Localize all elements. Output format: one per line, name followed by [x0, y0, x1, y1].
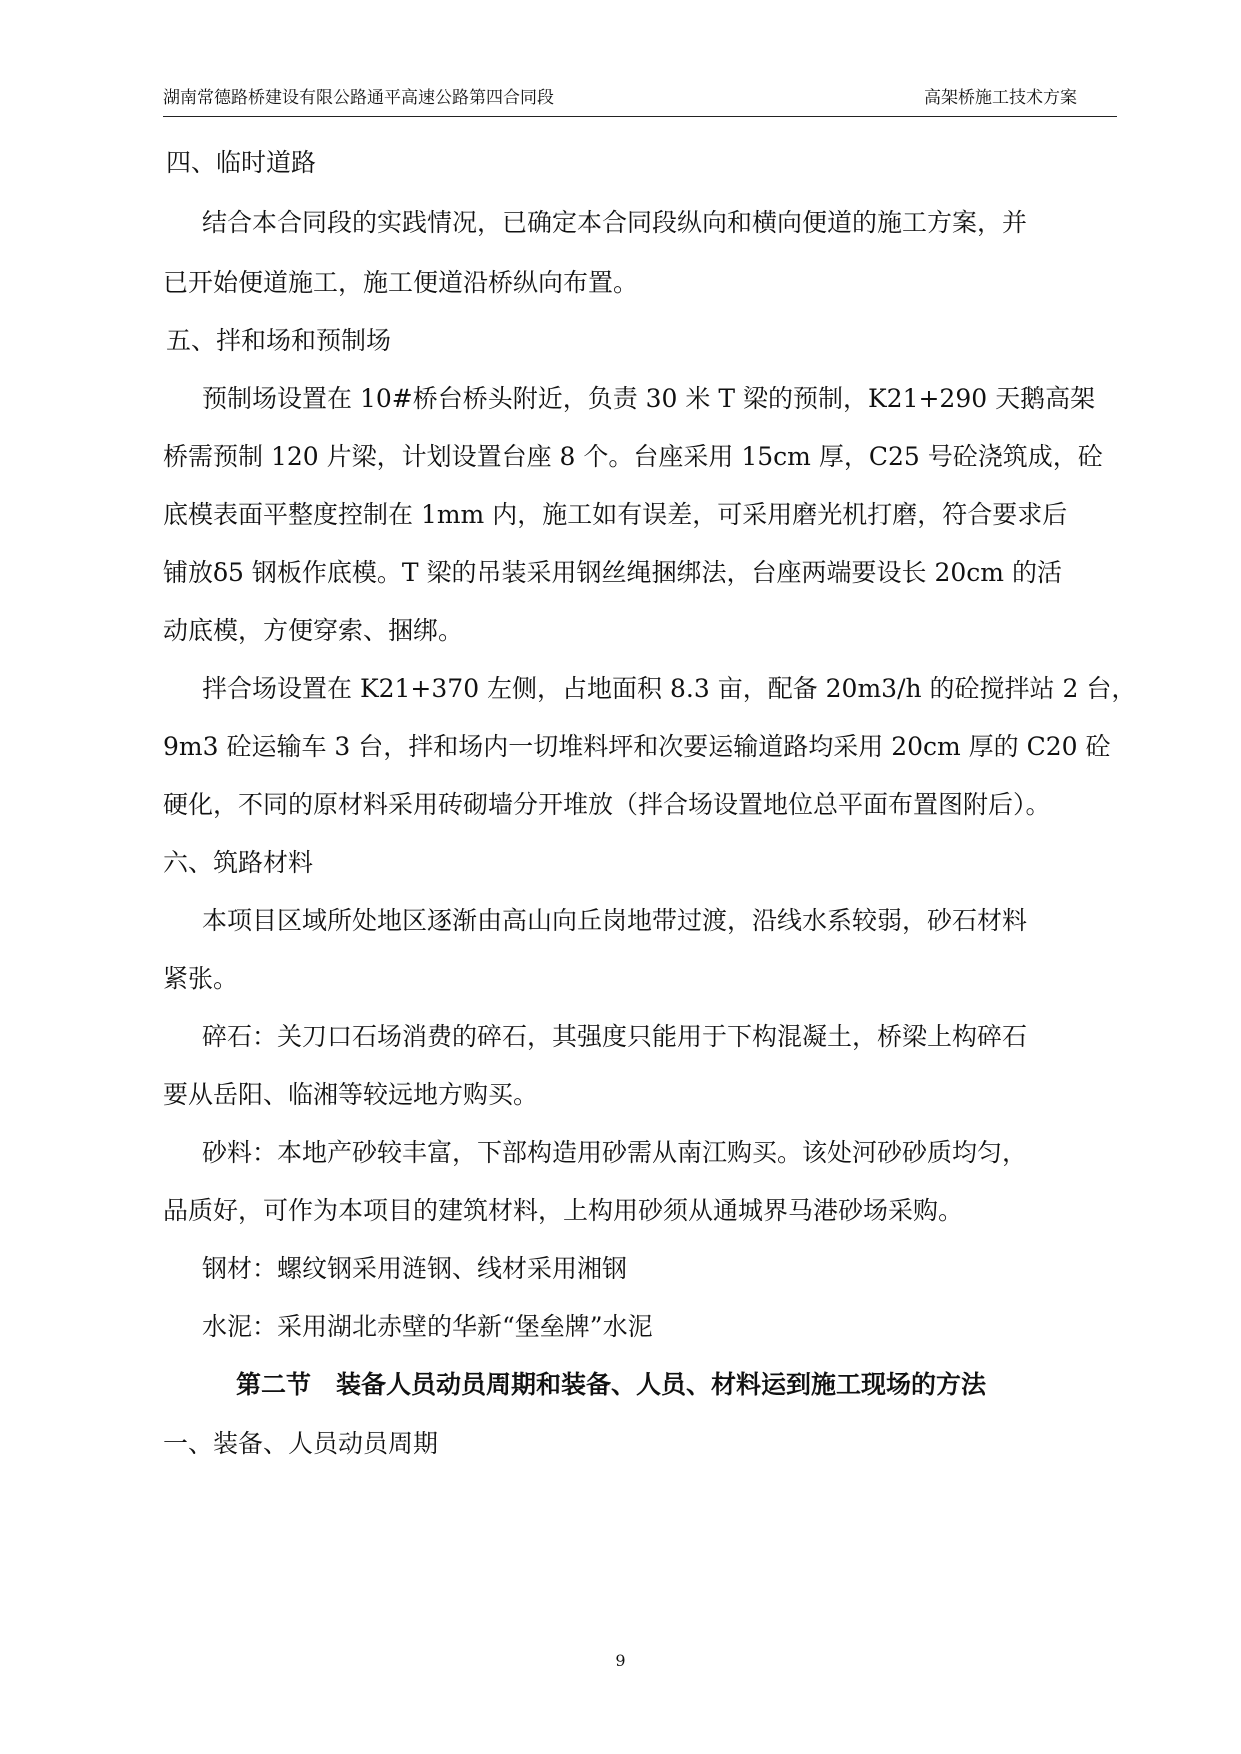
paragraph-line: 要从岳阳、临湘等较远地方购买。 [163, 1080, 539, 1109]
header-project-name: 湖南常德路桥建设有限公路通平高速公路第四合同段 [163, 88, 554, 108]
paragraph-line: 动底模，方便穿索、捆绑。 [163, 616, 464, 645]
paragraph-line: 品质好，可作为本项目的建筑材料，上构用砂须从通城界马港砂场采购。 [163, 1196, 964, 1225]
paragraph-line: 9m3 砼运输车 3 台，拌和场内一切堆料坪和次要运输道路均采用 20cm 厚的 C20 砼 [163, 732, 1111, 761]
paragraph-line: 水泥：采用湖北赤壁的华新“堡垒牌”水泥 [202, 1312, 653, 1341]
page-number: 9 [615, 1651, 626, 1670]
paragraph-line: 砂料：本地产砂较丰富，下部构造用砂需从南江购买。该处河砂砂质均匀， [202, 1138, 1028, 1167]
paragraph-line: 底模表面平整度控制在 1mm 内，施工如有误差，可采用磨光机打磨，符合要求后 [163, 500, 1068, 529]
page-header [163, 86, 1117, 117]
paragraph-line: 拌合场设置在 K21+370 左侧，占地面积 8.3 亩，配备 20m3/h 的砼搅拌站 2 台， [202, 674, 1137, 703]
paragraph-line: 桥需预制 120 片梁，计划设置台座 8 个。台座采用 15cm 厚，C25 号砼浇筑成，砼 [163, 442, 1103, 471]
paragraph-line: 本项目区域所处地区逐渐由高山向丘岗地带过渡，沿线水系较弱，砂石材料 [202, 906, 1028, 935]
paragraph-line: 预制场设置在 10#桥台桥头附近，负责 30 米 T 梁的预制，K21+290 天鹅高架 [202, 384, 1096, 413]
section-heading-temporary-roads: 四、临时道路 [166, 148, 317, 177]
paragraph-line: 硬化，不同的原材料采用砖砌墙分开堆放（拌合场设置地位总平面布置图附后）。 [163, 790, 1051, 819]
paragraph-line: 已开始便道施工，施工便道沿桥纵向布置。 [163, 268, 639, 297]
paragraph-line: 碎石：关刀口石场消费的碎石，其强度只能用于下构混凝土，桥梁上构碎石 [202, 1022, 1028, 1051]
header-document-title: 高架桥施工技术方案 [924, 88, 1077, 108]
section-title-equipment-mobilization: 第二节 装备人员动员周期和装备、人员、材料运到施工现场的方法 [236, 1370, 987, 1399]
section-heading-mixing-precast-yard: 五、拌和场和预制场 [166, 326, 392, 355]
paragraph-line: 钢材：螺纹钢采用涟钢、线材采用湘钢 [202, 1254, 628, 1283]
subsection-heading-mobilization-period: 一、装备、人员动员周期 [163, 1429, 439, 1458]
paragraph-line: 紧张。 [163, 964, 239, 993]
paragraph-line: 结合本合同段的实践情况，已确定本合同段纵向和横向便道的施工方案，并 [202, 208, 1028, 237]
section-heading-road-materials: 六、筑路材料 [163, 848, 314, 877]
paragraph-line: 铺放δ5 钢板作底模。T 梁的吊装采用钢丝绳捆绑法，台座两端要设长 20cm 的活 [163, 558, 1062, 587]
